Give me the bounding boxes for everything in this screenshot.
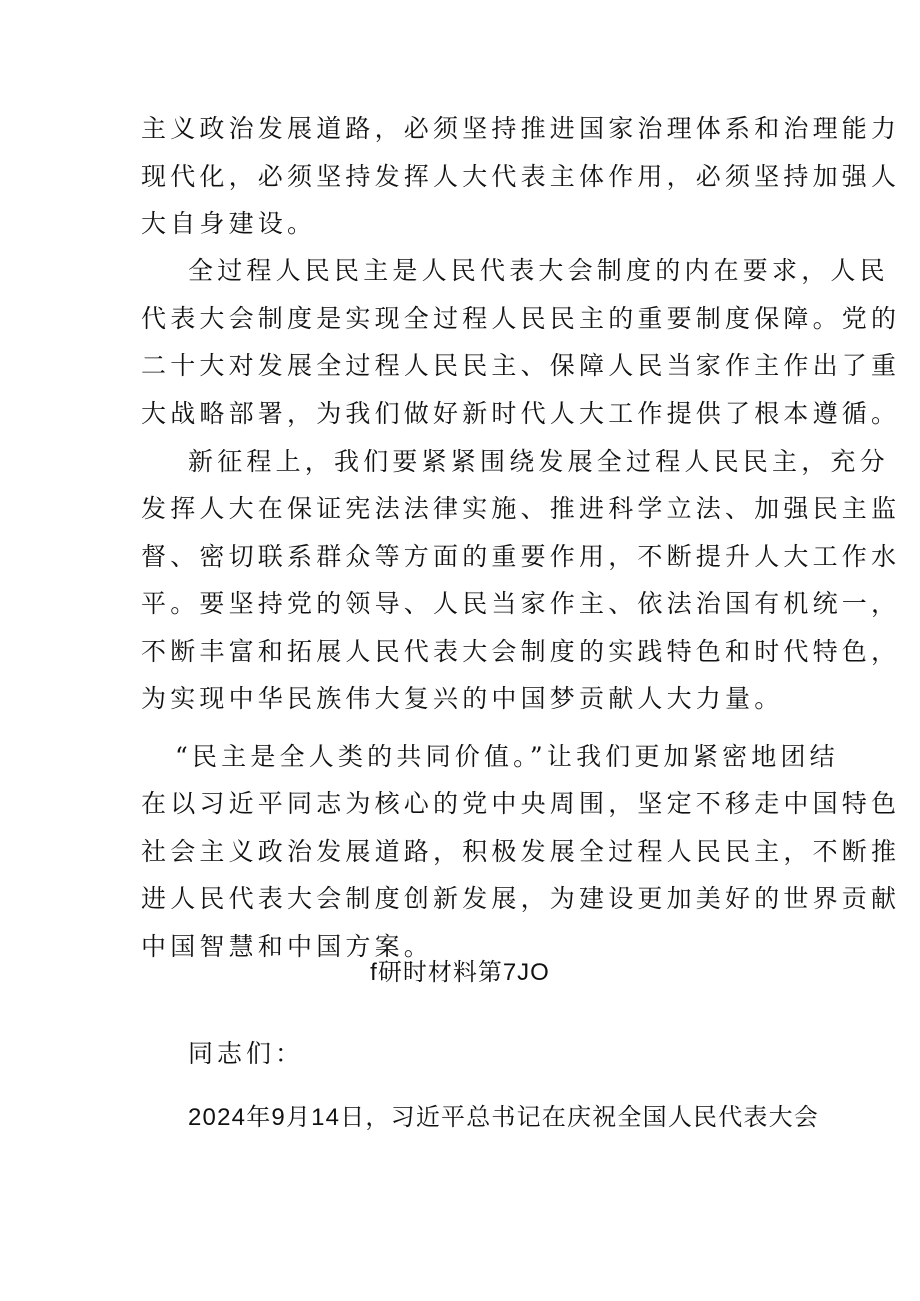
paragraph-4-line-5: 中国智慧和中国方案。 — [141, 932, 434, 961]
paragraph-3-line-3: 督、密切联系群众等方面的重要作用，不断提升人大工作水 — [141, 542, 901, 571]
opening-line: 2024年9月14日，习近平总书记在庆祝全国人民代表大会 — [188, 1104, 820, 1131]
salutation: 同志们： — [188, 1039, 305, 1068]
paragraph-3-line-1: 新征程上，我们要紧紧围绕发展全过程人民民主，充分 — [188, 447, 889, 476]
section-heading: f研时材料第7JO — [370, 959, 550, 986]
paragraph-4-line-2: 在以习近平同志为核心的党中央周围，坚定不移走中国特色 — [141, 789, 901, 818]
paragraph-3-line-6: 为实现中华民族伟大复兴的中国梦贡献人大力量。 — [141, 684, 784, 713]
paragraph-2-line-1: 全过程人民民主是人民代表大会制度的内在要求，人民 — [188, 256, 889, 285]
paragraph-4-line-1: “民主是全人类的共同价值。”让我们更加紧密地团结 — [175, 742, 839, 771]
paragraph-3-line-5: 不断丰富和拓展人民代表大会制度的实践特色和时代特色， — [141, 637, 901, 666]
paragraph-1-line-2: 现代化，必须坚持发挥人大代表主体作用，必须坚持加强人 — [141, 162, 901, 191]
paragraph-2-line-2: 代表大会制度是实现全过程人民民主的重要制度保障。党的 — [141, 304, 901, 333]
paragraph-1-line-1: 主义政治发展道路，必须坚持推进国家治理体系和治理能力 — [141, 114, 901, 143]
paragraph-4-line-3: 社会主义政治发展道路，积极发展全过程人民民主，不断推 — [141, 837, 901, 866]
paragraph-2-line-4: 大战略部署，为我们做好新时代人大工作提供了根本遵循。 — [141, 399, 901, 428]
paragraph-2-line-3: 二十大对发展全过程人民民主、保障人民当家作主作出了重 — [141, 351, 901, 380]
paragraph-4-line-4: 进人民代表大会制度创新发展，为建设更加美好的世界贡献 — [141, 884, 901, 913]
paragraph-1-line-3: 大自身建设。 — [141, 209, 317, 238]
paragraph-3-line-2: 发挥人大在保证宪法法律实施、推进科学立法、加强民主监 — [141, 494, 901, 523]
paragraph-3-line-4: 平。要坚持党的领导、人民当家作主、依法治国有机统一， — [141, 589, 901, 618]
